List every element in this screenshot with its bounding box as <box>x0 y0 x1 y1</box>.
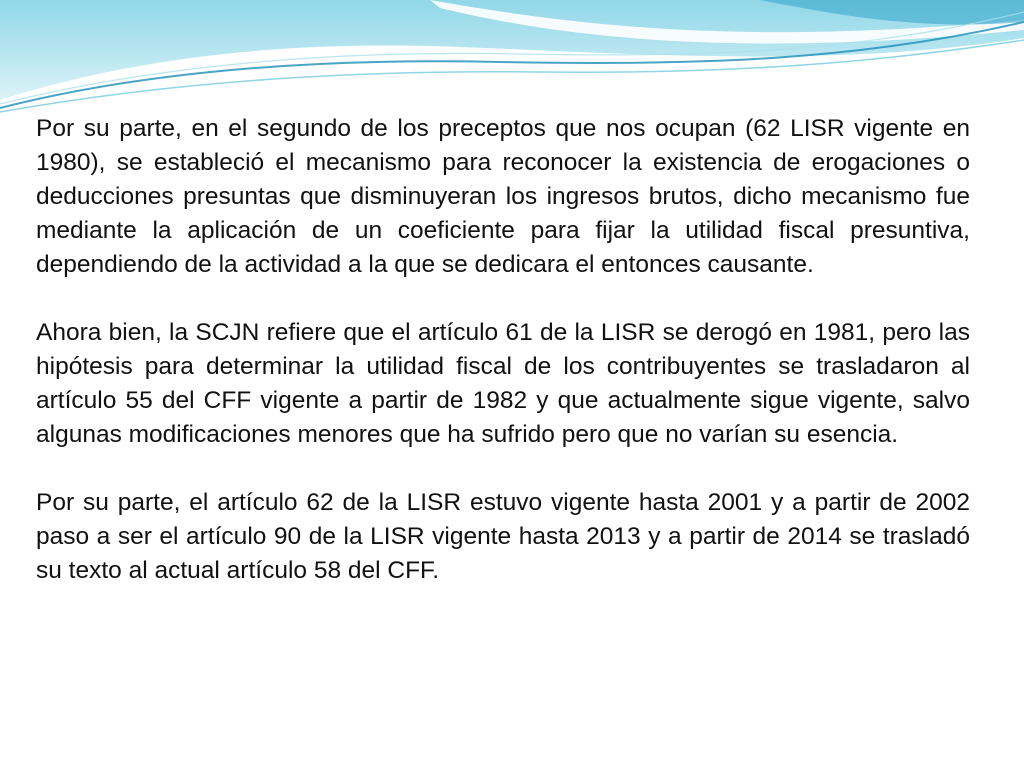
slide-body <box>36 112 970 588</box>
paragraph-1: Por su parte, en el segundo de los preceptos que nos ocupan (62 LISR vigente en 1980), se estableció el mecanismo para reconocer la existencia de erogaciones o deducciones presuntas que disminuyeran los ingresos brutos, dicho mecanismo fue mediante la aplicación de un coeficiente para fijar la utilidad fiscal presuntiva, dependiendo de la actividad a la que se dedicara el entonces causante. <box>36 115 970 278</box>
paragraph-3: Por su parte, el artículo 62 de la LISR estuvo vigente hasta 2001 y a partir de 2002 paso a ser el artículo 90 de la LISR vigente hasta 2013 y a partir de 2014 se trasladó su texto al actual artículo 58 del CFF. <box>36 489 970 584</box>
header-wave-decoration <box>0 0 1024 120</box>
paragraph-2: Ahora bien, la SCJN refiere que el artículo 61 de la LISR se derogó en 1981, pero las hipótesis para determinar la utilidad fiscal de los contribuyentes se trasladaron al artículo 55 del CFF vigente a partir de 1982 y que actualmente sigue vigente, salvo algunas modificaciones menores que ha sufrido pero que no varían su esencia. <box>36 319 970 448</box>
